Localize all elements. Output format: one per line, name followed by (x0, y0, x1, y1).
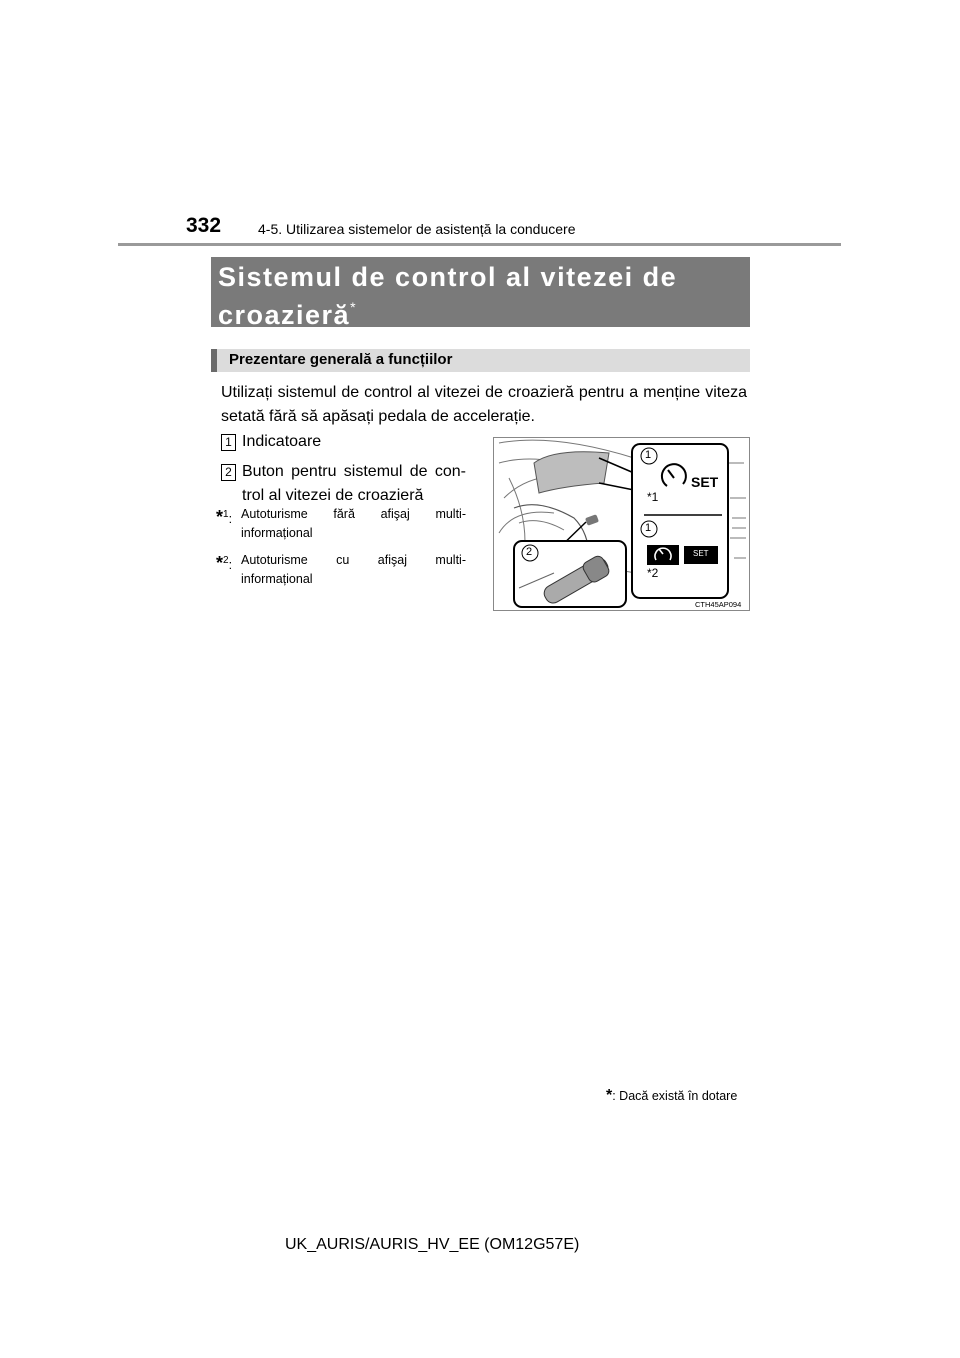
footnote-1-colon: : (228, 512, 233, 526)
item-number-2: 2 (221, 464, 236, 481)
page-number: 332 (186, 214, 222, 237)
page-title-line-2: croazieră (218, 300, 351, 330)
page-title-bar (211, 257, 750, 330)
illustration-code: CTH45AP094 (695, 600, 742, 609)
section-title: 4-5. Utilizarea sistemelor de asistență la conducere (258, 221, 576, 237)
availability-note (606, 1087, 737, 1105)
footnote-1-mark: * (216, 507, 224, 527)
instrument-cluster (534, 452, 609, 493)
set-indicator-label-small: SET (693, 549, 709, 558)
footnote-1-text: Autoturisme fără afişaj multi- (241, 507, 466, 521)
item-text-2: Buton pentru sistemul de con-trol al vitezei de croazieră (242, 463, 466, 504)
page-title-line-1: Sistemul de control al vitezei de (218, 262, 678, 292)
availability-note-text: : Dacă există în dotare (612, 1089, 738, 1103)
item-number-1: 1 (221, 434, 236, 451)
cruise-control-illustration (493, 437, 750, 611)
footnote-2-text-end: informațional (241, 572, 313, 586)
note-2-label: *2 (647, 566, 659, 580)
footnote-1-index: 1 (223, 509, 229, 520)
item-text-1: Indicatoare (242, 433, 322, 450)
footer-model-code: UK_AURIS/AURIS_HV_EE (OM12G57E) (285, 1236, 580, 1253)
intro-paragraph: Utilizați sistemul de control al vitezei de croazieră pentru a menține viteza setată fără să apăsați pedala de accelerație. (221, 384, 747, 425)
availability-note-star: * (606, 1087, 613, 1104)
callout-number-2: 2 (526, 546, 533, 558)
set-indicator-label: SET (691, 474, 719, 490)
dashboard-drawing (494, 438, 749, 610)
callout-number-1b: 1 (645, 522, 652, 534)
callout-number-1: 1 (645, 449, 652, 461)
footnote-1-text-end: informațional (241, 526, 313, 540)
footnote-1 (216, 505, 466, 543)
note-1-label: *1 (647, 490, 659, 504)
footnote-2-index: 2 (223, 555, 229, 566)
footnote-2 (216, 551, 466, 589)
footnote-2-text: Autoturisme cu afişaj multi- (241, 553, 466, 567)
footnote-2-colon: : (228, 558, 233, 572)
header-divider (118, 243, 841, 246)
title-asterisk: * (350, 299, 358, 315)
subsection-heading: Prezentare generală a funcțiilor (211, 349, 750, 372)
footnote-2-mark: * (216, 553, 224, 573)
